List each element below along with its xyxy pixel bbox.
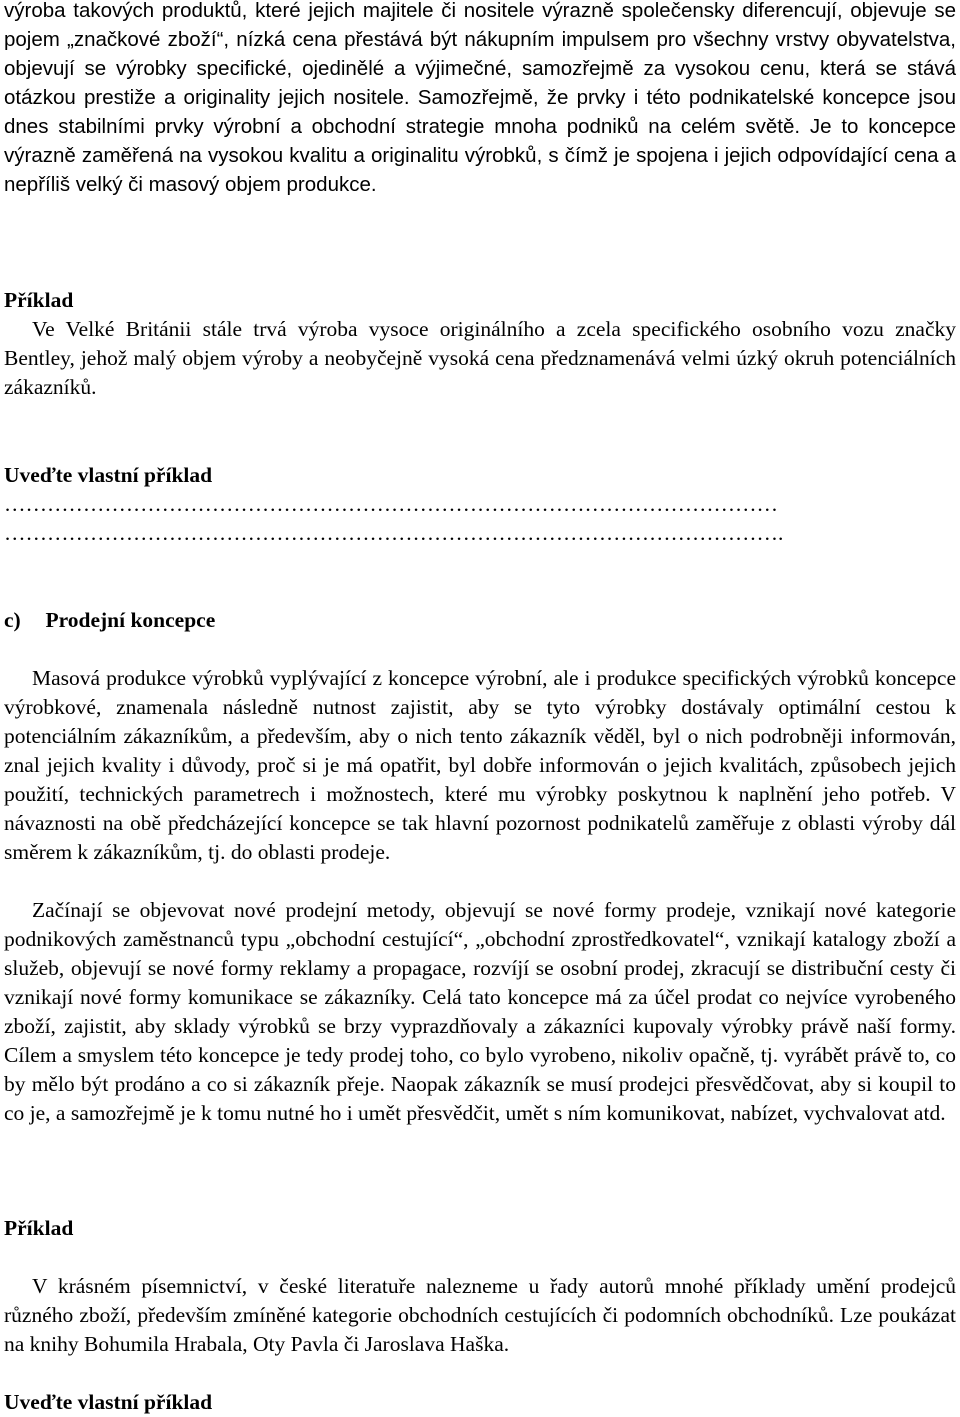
own-example-heading: Uveďte vlastní příklad: [4, 463, 213, 487]
example-text: V krásném písemnictví, v české literatuře nalezneme u řady autorů mnohé příklady umění prodejců různého zboží, především zmíněné kategorie obchodních cestujících či podomních obchodníků. Lze poukázat na knihy Bohumila Hrabala, Oty Pavla či Jaroslava Haška.: [4, 1274, 956, 1356]
mass-production-paragraph: Masová produkce výrobků vyplývající z koncepce výrobní, ale i produkce specifických výrobků koncepce výrobkové, znamenala následně nutnost zajistit, aby se tyto výrobky dostávaly optimální cestou k potenciálním zákazníkům, a především, aby o nich tento zákazník věděl, byl o nich podrobněji informován, znal jejich kvality i důvody, proč si je má opatřit, byl dobře informován o jejich kvalitách, způsobech jejich použití, technických parametrech i možnostech, které mu výrobky poskytnou k naplnění jeho potřeb. V návaznosti na obě předcházející koncepce se tak hlavní pozornost podnikatelů zaměřuje z oblasti výroby dál směrem k zákazníkům, tj. do oblasti prodeje.: [4, 666, 956, 864]
answer-line: ……………………………………………………………………………………………….: [4, 521, 784, 545]
answer-line: ………………………………………………………………………………………………: [4, 492, 778, 516]
example-heading: Příklad: [4, 288, 74, 312]
section-title: Prodejní koncepce: [45, 608, 216, 632]
example-heading: Příklad: [4, 1216, 74, 1240]
example-text: Ve Velké Británii stále trvá výroba vysoce originálního a zcela specifického osobního vozu značky Bentley, jehož malý objem výroby a neobyčejně vysoká cena předznamenává velmi úzký okruh potenciálních zákazníků.: [4, 317, 956, 399]
intro-paragraph: výroba takových produktů, které jejich majitele či nositele výrazně společensky diferencují, objevuje se pojem „značkové zboží“, nízká cena přestává být nákupním impulsem pro všechny vrstvy obyvatelstva, objevují se výrobky specifické, ojedinělé a výjimečné, samozřejmě za vysokou cenu, která se stává otázkou prestiže a originality jejich nositele. Samozřejmě, že prvky i této podnikatelské koncepce jsou dnes stabilními prvky výrobní a obchodní strategie mnoha podniků na celém světě. Je to koncepce výrazně zaměřená na vysokou kvalitu a originalitu výrobků, s čímž je spojena i jejich odpovídající cena a nepříliš velký či masový objem produkce.: [4, 0, 956, 196]
own-example-heading: Uveďte vlastní příklad: [4, 1390, 213, 1414]
section-c-heading: [4, 606, 215, 635]
sales-methods-paragraph: Začínají se objevovat nové prodejní metody, objevují se nové formy prodeje, vznikají nové kategorie podnikových zaměstnanců typu „obchodní cestující“, „obchodní zprostředkovatel“, vznikají katalogy zboží a služeb, objevují se nové formy reklamy a propagace, rozvíjí se osobní prodej, zkracují se distribuční cesty či vznikají nové formy komunikace se zákazníky. Celá tato koncepce má za účel prodat co nejvíce vyrobeného zboží, zajistit, aby sklady výrobků se brzy vyprazdňovaly a zákazníci kupovaly výrobky právě naší formy. Cílem a smyslem této koncepce je tedy prodej toho, co bylo vyrobeno, nikoliv opačně, tj. vyrábět právě to, co by mělo být prodáno a co si zákazník přeje. Naopak zákazník se musí prodejci přesvědčovat, aby si koupil to co je, a samozřejmě je k tomu nutné ho i umět přesvědčit, umět s ním komunikovat, nabízet, vychvalovat atd.: [4, 898, 956, 1125]
section-label: c): [4, 608, 21, 632]
